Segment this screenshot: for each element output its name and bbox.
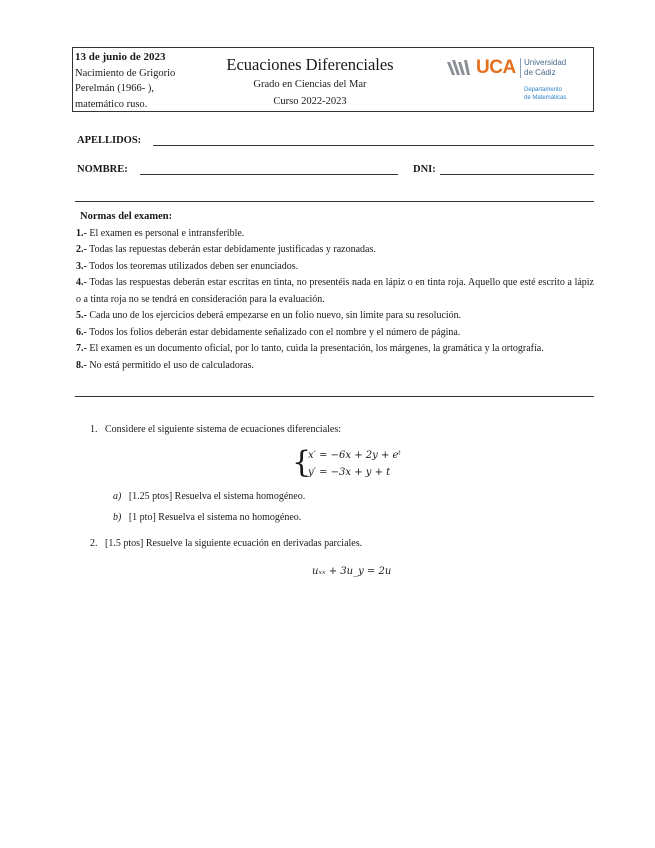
part-text: [1.25 ptos] Resuelva el sistema homogéneo.: [128, 491, 306, 502]
rule-item: 7.- El examen es un documento oficial, por lo tanto, cuida la presentación, los márgenes, la gramática y la ortografía.: [76, 343, 544, 354]
rule-item: 4.- Todas las respuestas deberán estar escritas en tinta, no presentéis nada en lápiz o en tinta roja. Aquello que esté escrito a lápiz o a tinta roja no se tendrá en consideración para la evaluación.: [76, 277, 594, 305]
equation-1: x′ = −6x + 2y + eᵗ: [308, 450, 401, 461]
equation-2: y′ = −3x + y + t: [308, 467, 391, 478]
note-line: Nacimiento de Grigorio: [75, 67, 176, 79]
rule-item: 1.- El examen es personal e intransferible.: [76, 227, 245, 239]
uca-emblem-icon: [446, 58, 474, 78]
logo-department-line: Departamento: [524, 87, 563, 93]
dni-field[interactable]: [440, 174, 594, 175]
university-logo: [446, 55, 586, 107]
exercise-1: [90, 424, 341, 435]
header-left-note: [75, 50, 205, 112]
logo-divider: [520, 58, 521, 78]
name-label: NOMBRE:: [77, 164, 128, 175]
logo-department-line: de Matemáticas: [524, 95, 567, 101]
logo-department: [524, 86, 566, 102]
rules-title: Normas del examen:: [80, 211, 173, 222]
surname-field[interactable]: [153, 145, 594, 146]
exam-title: Ecuaciones Diferenciales: [226, 55, 394, 74]
note-line: Perelmán (1966- ),: [75, 83, 155, 94]
degree-name: Grado en Ciencias del Mar: [253, 79, 367, 90]
logo-brand: UCA: [476, 57, 516, 78]
exam-date: 13 de junio de 2023: [75, 51, 166, 63]
surname-label: APELLIDOS:: [77, 135, 142, 146]
exercise-number: 1.: [90, 424, 98, 435]
exercise-statement: [1.5 ptos] Resuelve la siguiente ecuación en derivadas parciales.: [105, 538, 363, 549]
part-label: b): [113, 512, 122, 523]
pde-equation: uₓₓ + 3u_y = 2u: [312, 566, 392, 577]
note-line: matemático ruso.: [75, 98, 148, 110]
dni-label: DNI:: [413, 164, 436, 175]
rule-item: 6.- Todos los folios deberán estar debidamente señalizado con el nombre y el número de página.: [76, 326, 461, 338]
exam-rules: [76, 209, 594, 374]
rule-item: 3.- Todos los teoremas utilizados deben ser enunciados.: [76, 260, 299, 272]
exercise-statement: Considere el siguiente sistema de ecuaciones diferenciales:: [105, 424, 342, 435]
rule-item: 5.- Cada uno de los ejercicios deberá empezarse en un folio nuevo, sin límite para su resolución.: [76, 310, 462, 321]
exercise-part-b: [113, 512, 301, 523]
exercise-number: 2.: [90, 538, 98, 549]
rule-item: 8.- No está permitido el uso de calculadoras.: [76, 359, 255, 371]
logo-university-line: Universidad: [524, 58, 567, 67]
course-year: Curso 2022-2023: [273, 96, 347, 107]
rule-item: 2.- Todas las repuestas deberán estar debidamente justificadas y razonadas.: [76, 244, 376, 255]
system-brace: {: [292, 445, 312, 480]
part-label: a): [113, 491, 122, 502]
logo-university: [524, 58, 566, 77]
header-center: [210, 54, 410, 110]
part-text: [1 pto] Resuelva el sistema no homogéneo.: [128, 512, 302, 523]
divider-top: [75, 201, 594, 202]
exercise-part-a: [113, 491, 305, 502]
name-field[interactable]: [140, 174, 398, 175]
divider-bottom: [75, 396, 594, 397]
exercise-2: [90, 538, 362, 549]
logo-university-line: de Cádiz: [524, 67, 556, 77]
